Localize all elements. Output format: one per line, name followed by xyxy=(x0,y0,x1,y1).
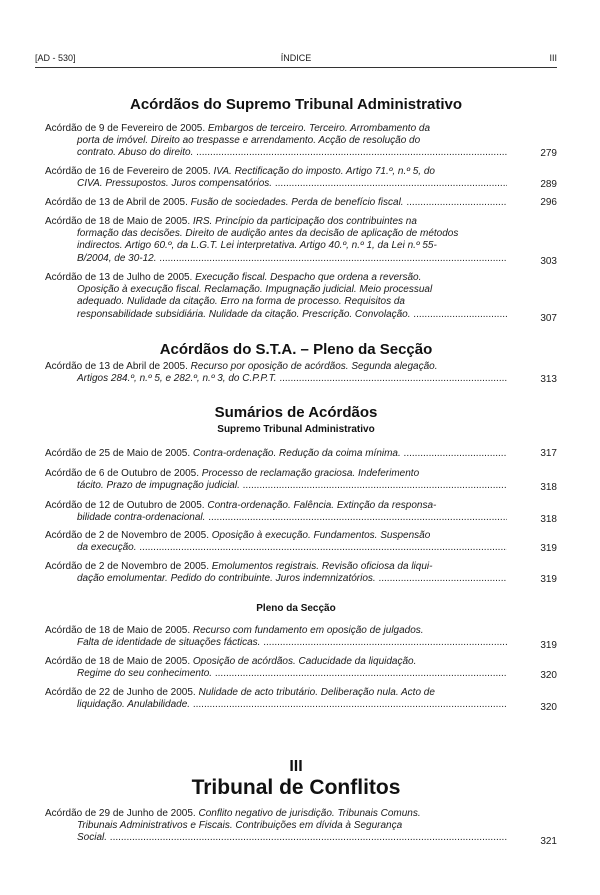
entry-date: Acórdão de 18 de Maio de 2005. xyxy=(45,216,193,227)
entry-subject: Recurso com fundamento em oposição de julgados. xyxy=(192,625,424,636)
entry-subject: B/2004, de 30-12. xyxy=(77,252,157,264)
header-reference: [AD - 530] xyxy=(35,53,76,63)
entry-line xyxy=(45,625,507,637)
entry-date: Acórdão de 18 de Maio de 2005. xyxy=(45,656,193,667)
entry-page-number: 289 xyxy=(540,179,557,190)
entry-line xyxy=(45,147,507,159)
entry-page-number: 318 xyxy=(540,514,557,525)
entry-subject: Tribunais Administrativos e Fiscais. Contribuições em dívida à Segurança xyxy=(77,820,403,832)
entry-subject: contrato. Abuso do direito. xyxy=(77,147,194,159)
entry-subject: Emolumentos registrais. Revisão oficiosa da liqui- xyxy=(211,561,433,572)
entry-line xyxy=(45,656,507,668)
entry-subject: liquidação. Anulabilidade. xyxy=(77,699,191,711)
entry-page-number: 318 xyxy=(540,482,557,493)
subsection-title-supremo: Supremo Tribunal Administrativo xyxy=(217,424,375,435)
entry-subject: Falta de identidade de situações fácticas. xyxy=(77,637,261,649)
entry-subject: Social. xyxy=(77,832,108,844)
entry-subject: responsabilidade subsidiária. Nulidade da citação. Prescrição. Convolação. xyxy=(77,308,411,320)
entry-line xyxy=(45,668,507,680)
entry-date: Acórdão de 18 de Maio de 2005. xyxy=(45,625,193,636)
entry-date: Acórdão de 6 de Outubro de 2005. xyxy=(45,468,202,479)
entry-line xyxy=(45,480,507,492)
entry-page-number: 319 xyxy=(540,543,557,554)
section-title-conflitos: Tribunal de Conflitos xyxy=(191,776,401,799)
entry-page-number: 313 xyxy=(540,374,557,385)
entry-page-number: 320 xyxy=(540,670,557,681)
entry-page-number: 319 xyxy=(540,640,557,651)
index-entry xyxy=(45,530,507,554)
section-title-sumarios: Sumários de Acórdãos xyxy=(214,404,378,421)
index-entry xyxy=(45,808,507,845)
section-title-pleno: Acórdãos do S.T.A. – Pleno da Secção xyxy=(159,341,433,358)
entry-line xyxy=(45,561,507,573)
index-entry xyxy=(45,197,507,209)
entry-subject: IVA. Rectificação do imposto. Artigo 71.º, n.º 5, do xyxy=(213,166,435,177)
entry-line xyxy=(45,573,507,585)
entry-line xyxy=(45,123,507,135)
entry-subject: Processo de reclamação graciosa. Indeferimento xyxy=(201,468,420,479)
entry-subject: IRS. Princípio da participação dos contribuintes na xyxy=(192,216,417,227)
entry-line xyxy=(45,135,507,147)
entry-line xyxy=(45,272,507,284)
index-entry xyxy=(45,216,507,265)
entry-line xyxy=(45,197,507,209)
header-title: ÍNDICE xyxy=(280,53,312,63)
entry-line xyxy=(45,373,507,385)
index-entry xyxy=(45,272,507,321)
entry-line xyxy=(45,637,507,649)
entry-line xyxy=(45,448,507,460)
entry-subject: porta de imóvel. Direito ao trespasse e arrendamento. Acção de resolução do xyxy=(77,135,421,147)
entry-date: Acórdão de 13 de Julho de 2005. xyxy=(45,272,196,283)
entry-subject: Fusão de sociedades. Perda de benefício fiscal. xyxy=(190,197,404,208)
entry-line xyxy=(45,309,507,321)
entry-subject: Conflito negativo de jurisdição. Tribunais Comuns. xyxy=(198,808,421,819)
entry-date: Acórdão de 16 de Fevereiro de 2005. xyxy=(45,166,214,177)
index-entry xyxy=(45,687,507,711)
entry-line xyxy=(45,832,507,844)
index-entry xyxy=(45,468,507,492)
subsection-title-pleno: Pleno da Secção xyxy=(256,603,336,614)
entry-date: Acórdão de 13 de Abril de 2005. xyxy=(45,197,191,208)
entry-subject: indirectos. Artigo 60.º, da L.G.T. Lei interpretativa. Artigo 40.º, n.º 1, da Lei n.º 55- xyxy=(77,240,437,252)
entry-date: Acórdão de 13 de Abril de 2005. xyxy=(45,361,191,372)
part-roman-numeral: III xyxy=(289,758,303,775)
entry-line xyxy=(45,512,507,524)
entry-line xyxy=(45,240,507,252)
entry-subject: formação das decisões. Direito de audição antes da decisão de aplicação de métodos xyxy=(77,228,459,240)
entry-subject: Regime do seu conhecimento. xyxy=(77,668,213,680)
entry-line xyxy=(45,500,507,512)
entry-date: Acórdão de 22 de Junho de 2005. xyxy=(45,687,199,698)
entry-line xyxy=(45,166,507,178)
entry-subject: bilidade contra-ordenacional. xyxy=(77,512,206,524)
entry-page-number: 303 xyxy=(540,256,557,267)
entry-line xyxy=(45,216,507,228)
entry-date: Acórdão de 2 de Novembro de 2005. xyxy=(45,561,212,572)
entry-subject: Artigos 284.º, n.º 5, e 282.º, n.º 3, do C.P.P.T. xyxy=(77,373,277,385)
entry-date: Acórdão de 25 de Maio de 2005. xyxy=(45,448,193,459)
page-header xyxy=(35,53,557,67)
entry-subject: Contra-ordenação. Falência. Extinção da responsa- xyxy=(207,500,437,511)
entry-subject: Oposição de acórdãos. Caducidade da liquidação. xyxy=(192,656,417,667)
entry-line xyxy=(45,699,507,711)
entry-page-number: 307 xyxy=(540,313,557,324)
entry-line xyxy=(45,361,507,373)
entry-subject: da execução. xyxy=(77,542,137,554)
entry-line xyxy=(45,228,507,240)
entry-subject: Execução fiscal. Despacho que ordena a reversão. xyxy=(195,272,422,283)
entry-line xyxy=(45,687,507,699)
index-entry xyxy=(45,361,507,385)
entry-page-number: 317 xyxy=(540,448,557,459)
header-page-roman: III xyxy=(549,53,557,63)
entry-line xyxy=(45,820,507,832)
entry-date: Acórdão de 9 de Fevereiro de 2005. xyxy=(45,123,208,134)
entry-date: Acórdão de 29 de Junho de 2005. xyxy=(45,808,199,819)
entry-page-number: 321 xyxy=(540,836,557,847)
section-title-supremo: Acórdãos do Supremo Tribunal Administrativo xyxy=(130,96,462,113)
index-entry xyxy=(45,561,507,585)
entry-line xyxy=(45,530,507,542)
entry-line xyxy=(45,178,507,190)
entry-subject: Nulidade de acto tributário. Deliberação nula. Acto de xyxy=(198,687,435,698)
entry-line xyxy=(45,808,507,820)
entry-line xyxy=(45,253,507,265)
entry-subject: tácito. Prazo de impugnação judicial. xyxy=(77,480,240,492)
entry-date: Acórdão de 2 de Novembro de 2005. xyxy=(45,530,212,541)
entry-line xyxy=(45,542,507,554)
entry-page-number: 279 xyxy=(540,148,557,159)
entry-line xyxy=(45,284,507,296)
entry-subject: Oposição à execução fiscal. Reclamação. Impugnação judicial. Meio processual xyxy=(77,284,433,296)
entry-subject: Oposição à execução. Fundamentos. Suspensão xyxy=(211,530,431,541)
header-divider xyxy=(35,67,557,68)
entry-subject: adequado. Nulidade da citação. Erro na forma de processo. Requisitos da xyxy=(77,296,405,308)
entry-page-number: 319 xyxy=(540,574,557,585)
index-entry xyxy=(45,448,507,460)
entry-line xyxy=(45,296,507,308)
entry-subject: Recurso por oposição de acórdãos. Segunda alegação. xyxy=(190,361,438,372)
entry-page-number: 320 xyxy=(540,702,557,713)
entry-line xyxy=(45,468,507,480)
entry-date: Acórdão de 12 de Outubro de 2005. xyxy=(45,500,208,511)
entry-subject: Contra-ordenação. Redução da coima mínima. xyxy=(192,448,401,459)
index-entry xyxy=(45,123,507,160)
index-entry xyxy=(45,625,507,649)
index-entry xyxy=(45,500,507,524)
index-entry xyxy=(45,656,507,680)
entry-subject: dação emolumentar. Pedido do contribuinte. Juros indemnizatórios. xyxy=(77,573,376,585)
entry-page-number: 296 xyxy=(540,197,557,208)
index-entry xyxy=(45,166,507,190)
entry-subject: CIVA. Pressupostos. Juros compensatórios. xyxy=(77,178,273,190)
entry-subject: Embargos de terceiro. Terceiro. Arrombamento da xyxy=(207,123,431,134)
